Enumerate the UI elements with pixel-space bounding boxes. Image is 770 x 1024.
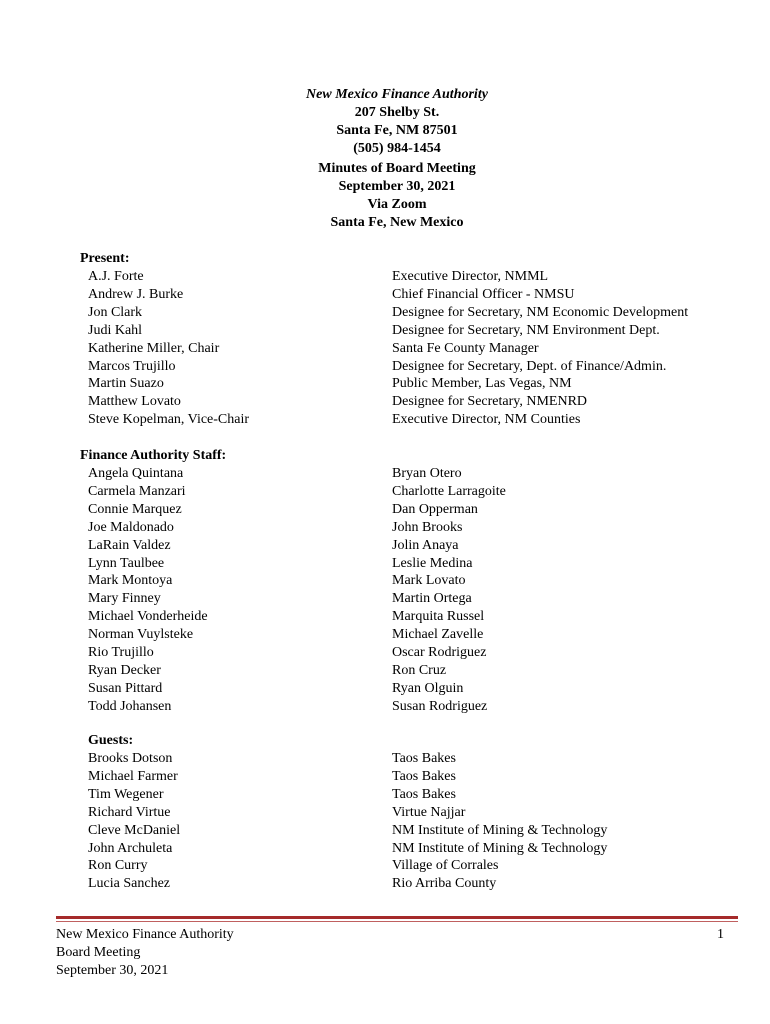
present-role: Designee for Secretary, NMENRD: [392, 394, 588, 410]
staff-name: Susan Rodriguez: [392, 698, 488, 714]
guest-organization: Taos Bakes: [392, 751, 456, 766]
present-name: Jon Clark: [88, 304, 143, 320]
staff-name: Norman Vuylsteke: [88, 627, 194, 643]
guest-organization: Rio Arriba County: [392, 876, 497, 892]
staff-name: Michael Zavelle: [392, 627, 484, 643]
staff-name: Ron Cruz: [392, 662, 447, 678]
staff-name: Marquita Russel: [392, 609, 485, 625]
present-role: Public Member, Las Vegas, NM: [392, 376, 572, 392]
staff-name: Leslie Medina: [392, 555, 473, 571]
guests-orgs-list: [392, 750, 607, 893]
meeting-date: September 30, 2021: [338, 179, 456, 194]
org-phone: (505) 984-1454: [353, 141, 441, 156]
guest-organization: Taos Bakes: [392, 786, 456, 802]
document-title: Minutes of Board Meeting: [318, 161, 476, 176]
staff-name: Mark Montoya: [88, 573, 173, 589]
staff-name: Dan Opperman: [392, 501, 478, 517]
guest-name: Michael Farmer: [88, 768, 178, 784]
staff-name: Joe Maldonado: [88, 519, 174, 535]
staff-name: Carmela Manzari: [88, 483, 186, 499]
guest-organization: NM Institute of Mining & Technology: [392, 822, 608, 838]
guest-organization: Taos Bakes: [392, 768, 456, 784]
footer-rule-thin: [56, 921, 738, 922]
present-role: Chief Financial Officer - NMSU: [392, 286, 575, 302]
staff-right-list: [392, 465, 506, 716]
staff-name: Oscar Rodriguez: [392, 645, 487, 661]
staff-heading: Finance Authority Staff:: [80, 448, 227, 463]
staff-name: LaRain Valdez: [88, 537, 171, 553]
staff-name: Mary Finney: [88, 591, 161, 607]
footer-date: September 30, 2021: [56, 963, 169, 978]
guest-name: Tim Wegener: [88, 786, 164, 802]
org-address: 207 Shelby St.: [354, 105, 440, 120]
guest-name: Richard Virtue: [88, 804, 171, 820]
guests-heading: Guests:: [88, 733, 134, 748]
guest-name: Ron Curry: [88, 858, 148, 874]
present-roles-list: [392, 268, 688, 429]
staff-name: Susan Pittard: [88, 680, 163, 696]
guest-name: Cleve McDaniel: [88, 822, 181, 838]
staff-name: Angela Quintana: [88, 466, 184, 481]
staff-left-list: [88, 465, 208, 716]
staff-name: Lynn Taulbee: [88, 555, 165, 571]
present-role: Designee for Secretary, NM Environment Dept.: [392, 322, 660, 338]
guest-organization: Virtue Najjar: [392, 804, 466, 820]
page-number: 1: [717, 927, 724, 942]
footer-meeting: Board Meeting: [56, 945, 141, 960]
guest-name: John Archuleta: [88, 840, 173, 856]
present-role: Santa Fe County Manager: [392, 340, 539, 356]
guests-names-list: [88, 750, 180, 893]
present-heading: Present:: [80, 251, 130, 266]
present-role: Designee for Secretary, NM Economic Development: [392, 304, 689, 320]
present-name: Steve Kopelman, Vice-Chair: [88, 412, 250, 428]
staff-name: Charlotte Larragoite: [392, 483, 506, 499]
present-name: Judi Kahl: [88, 322, 143, 338]
staff-name: Ryan Olguin: [392, 680, 464, 696]
staff-name: John Brooks: [392, 519, 463, 535]
staff-name: Rio Trujillo: [88, 645, 154, 661]
staff-name: Ryan Decker: [88, 662, 161, 678]
document-header: [0, 86, 770, 232]
present-names-list: [88, 268, 249, 429]
staff-name: Jolin Anaya: [392, 537, 459, 553]
present-role: Executive Director, NM Counties: [392, 412, 581, 428]
present-name: Martin Suazo: [88, 376, 164, 392]
present-name: A.J. Forte: [88, 269, 144, 284]
staff-name: Michael Vonderheide: [88, 609, 208, 625]
footer-org: New Mexico Finance Authority: [56, 927, 234, 942]
staff-name: Martin Ortega: [392, 591, 472, 607]
present-name: Andrew J. Burke: [88, 286, 184, 302]
staff-name: Bryan Otero: [392, 466, 462, 481]
present-name: Katherine Miller, Chair: [88, 340, 220, 356]
meeting-location: Santa Fe, New Mexico: [330, 215, 464, 230]
present-role: Designee for Secretary, Dept. of Finance/Admin.: [392, 358, 667, 374]
guest-name: Brooks Dotson: [88, 751, 173, 766]
guest-organization: NM Institute of Mining & Technology: [392, 840, 608, 856]
staff-name: Todd Johansen: [88, 698, 172, 714]
guest-organization: Village of Corrales: [392, 858, 499, 874]
present-role: Executive Director, NMML: [392, 269, 549, 284]
present-name: Matthew Lovato: [88, 394, 181, 410]
present-name: Marcos Trujillo: [88, 358, 176, 374]
footer-rule: [56, 916, 738, 919]
page-footer: [56, 926, 234, 980]
guest-name: Lucia Sanchez: [88, 876, 171, 892]
meeting-venue: Via Zoom: [367, 197, 427, 212]
staff-name: Mark Lovato: [392, 573, 466, 589]
staff-name: Connie Marquez: [88, 501, 182, 517]
org-city: Santa Fe, NM 87501: [336, 123, 458, 138]
org-name: New Mexico Finance Authority: [306, 87, 488, 102]
